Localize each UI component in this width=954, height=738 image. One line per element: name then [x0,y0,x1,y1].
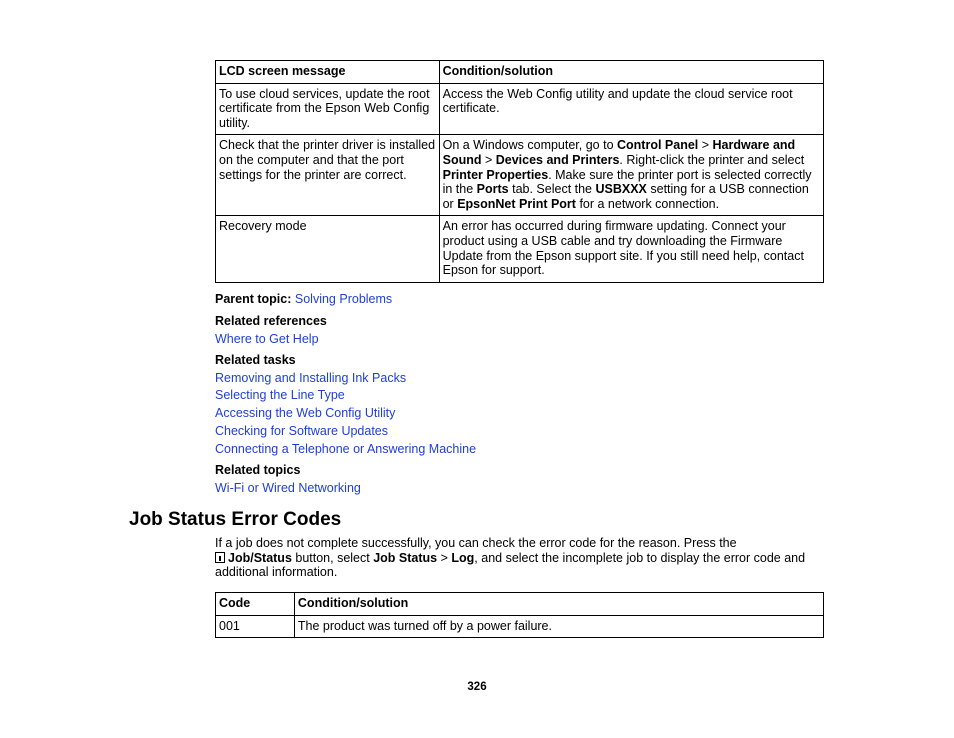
table-header-row [216,61,824,84]
ui-term: Devices and Printers [495,152,620,167]
table-header-row [216,593,824,616]
solution-text: . Make sure the printer port is selected correctly in the [442,167,812,197]
message-cell: Check that the printer driver is installed on the computer and that the port settings for the printer are correct. [216,135,440,216]
solution-text: setting for a USB connection or [442,182,809,211]
related-task-link[interactable]: Accessing the Web Config Utility [215,406,396,420]
table-row [216,216,824,282]
section-intro [215,536,825,580]
parent-topic [215,292,392,307]
intro-text: , and select the incomplete job to display the error code and additional information. [215,550,806,580]
related-references-label: Related references [215,314,327,328]
solution-text: tab. Select the [508,182,596,197]
job-status-icon [215,552,225,563]
related-task-link[interactable]: Selecting the Line Type [215,388,345,402]
ui-term: USBXXX [595,182,647,197]
ui-term: Job Status [373,550,438,565]
solution-cell: Access the Web Config utility and update the cloud service root certificate. [439,83,823,135]
lcd-message-table [215,60,824,283]
column-header-code: Code [216,593,295,616]
solution-cell: An error has occurred during firmware updating. Connect your product using a USB cable and try downloading the Firmware Update from the Epson support site. If you still need help, contact Epson for support. [439,216,823,282]
table-row [216,83,824,135]
message-cell: Recovery mode [216,216,440,282]
ui-term: Ports [476,182,509,197]
ui-term: EpsonNet Print Port [457,196,576,211]
code-cell: 001 [216,615,295,638]
related-tasks-label: Related tasks [215,353,296,367]
ui-term: Control Panel [617,138,699,153]
solution-text: > [481,152,496,167]
column-header-condition: Condition/solution [439,61,823,84]
related-reference-link[interactable]: Where to Get Help [215,332,319,346]
parent-topic-label: Parent topic: [215,292,292,306]
ui-term: Printer Properties [442,167,549,182]
column-header-condition: Condition/solution [294,593,823,616]
error-code-table [215,592,824,638]
related-topic-link[interactable]: Wi-Fi or Wired Networking [215,481,361,495]
solution-cell: The product was turned off by a power failure. [294,615,823,638]
solution-cell [439,135,823,216]
solution-text: > [698,138,713,153]
solution-text: for a network connection. [575,196,720,211]
related-topics-label: Related topics [215,463,301,477]
table-row [216,615,824,638]
ui-term: Job/Status [228,550,292,565]
solution-text: . Right-click the printer and select [619,152,805,167]
related-task-link[interactable]: Removing and Installing Ink Packs [215,371,407,385]
intro-text: If a job does not complete successfully, you can check the error code for the reason. Press the [215,536,737,550]
intro-text: button, select [291,550,374,565]
intro-text: > [437,550,452,565]
table-row [216,135,824,216]
related-task-link[interactable]: Checking for Software Updates [215,424,389,438]
related-task-link[interactable]: Connecting a Telephone or Answering Machine [215,442,477,456]
page-number: 326 [467,681,487,693]
solution-text: On a Windows computer, go to [442,138,617,153]
section-heading: Job Status Error Codes [129,509,342,530]
ui-term: Log [451,550,475,565]
parent-topic-link[interactable]: Solving Problems [294,292,393,306]
column-header-message: LCD screen message [216,61,440,84]
message-cell: To use cloud services, update the root certificate from the Epson Web Config utility. [216,83,440,135]
ui-term: Hardware and Sound [442,138,796,167]
